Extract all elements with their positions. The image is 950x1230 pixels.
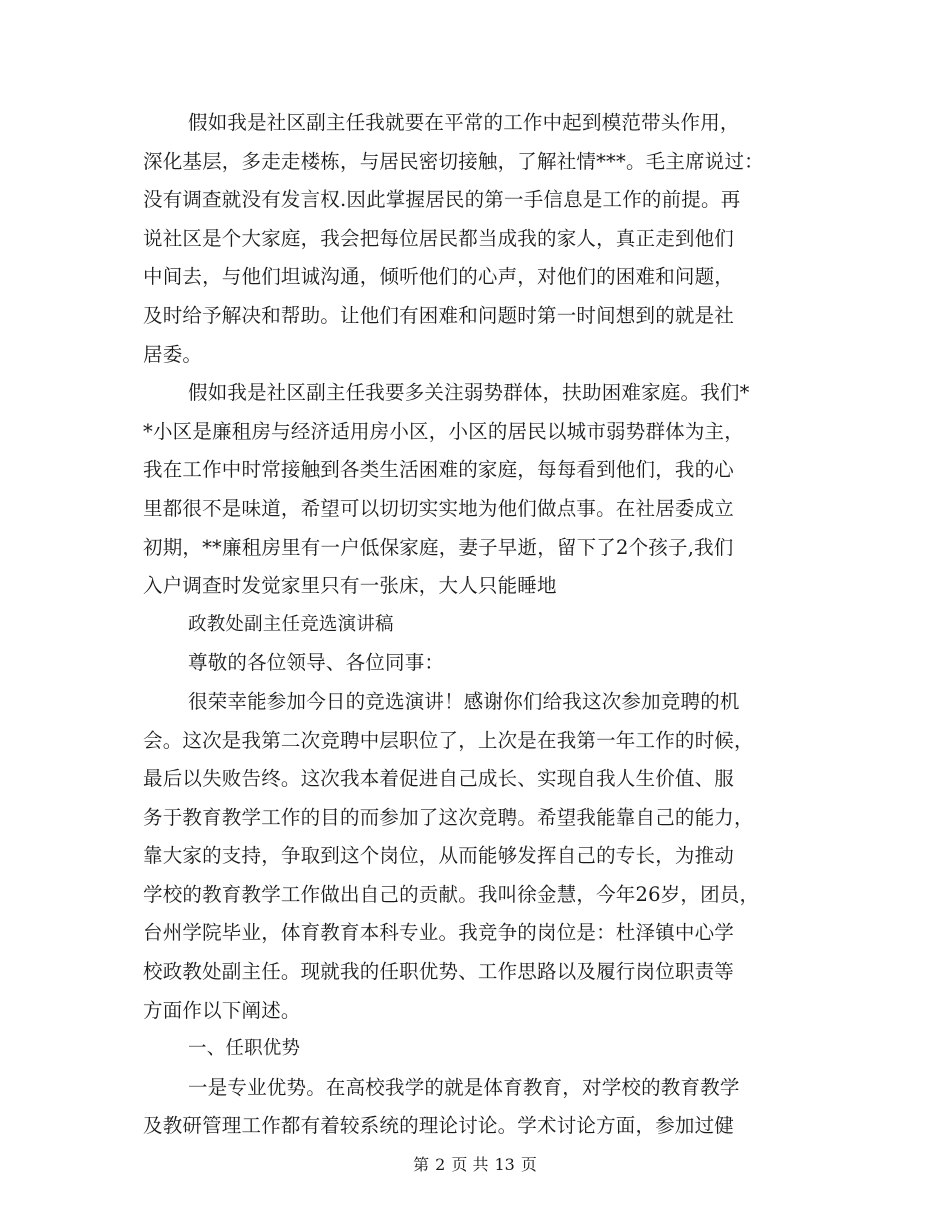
page-footer [0,1153,950,1177]
text-line: 学校的教育教学工作做出自己的贡献。我叫徐金慧，今年26岁，团员， [143,882,760,906]
text-line: 尊敬的各位领导、各位同事： [188,651,445,675]
text-line: 台州学院毕业，体育教育本科专业。我竞争的岗位是：杜泽镇中心学 [143,921,735,945]
text-line: 假如我是社区副主任我要多关注弱势群体，扶助困难家庭。我们* [188,381,750,405]
text-line: 入户调查时发觉家里只有一张床，大人只能睡地 [143,574,557,598]
text-line: 没有调查就没有发言权.因此掌握居民的第一手信息是工作的前提。再 [143,188,741,212]
text-line: 及时给予解决和帮助。让他们有困难和问题时第一时间想到的就是社 [143,303,735,327]
text-line: 说社区是个大家庭，我会把每位居民都当成我的家人，真正走到他们 [143,226,735,250]
text-line: 我在工作中时常接触到各类生活困难的家庭，每每看到他们，我的心 [143,458,735,482]
text-line: 一是专业优势。在高校我学的就是体育教育，对学校的教育教学 [188,1075,740,1099]
text-line: 很荣幸能参加今日的竞选演讲！感谢你们给我这次参加竞聘的机 [188,689,740,713]
text-line: 方面作以下阐述。 [143,998,301,1022]
footer-suffix: 页 [520,1155,537,1174]
text-line: 最后以失败告终。这次我本着促进自己成长、实现自我人生价值、服 [143,767,735,791]
text-line: 深化基层，多走走楼栋，与居民密切接触，了解社情***。毛主席说过： [143,149,764,173]
footer-prefix: 第 [413,1155,430,1174]
footer-total-pages: 13 [494,1155,515,1174]
document-body [143,104,813,1146]
text-line: 假如我是社区副主任我就要在平常的工作中起到模范带头作用， [188,111,740,134]
text-line: 初期，**廉租房里有一户低保家庭，妻子早逝，留下了2个孩子,我们 [143,535,734,559]
text-line: 务于教育教学工作的目的而参加了这次竞聘。希望我能靠自己的能力， [143,805,754,829]
text-line: 校政教处副主任。现就我的任职优势、工作思路以及履行岗位职责等 [143,960,735,984]
section-heading-line: 一、任职优势 [188,1038,301,1060]
text-line: *小区是廉租房与经济适用房小区，小区的居民以城市弱势群体为主， [143,419,744,443]
footer-middle: 页 共 [451,1155,489,1174]
footer-current-page: 2 [435,1155,446,1174]
text-line: 及教研管理工作都有着较系统的理论讨论。学术讨论方面，参加过健 [143,1114,735,1138]
text-line: 中间去，与他们坦诚沟通，倾听他们的心声，对他们的困难和问题， [143,265,735,289]
text-line: 居委。 [143,342,203,366]
text-line: 会。这次是我第二次竞聘中层职位了，上次是在我第一年工作的时候， [143,728,754,752]
text-line: 靠大家的支持，争取到这个岗位，从而能够发挥自己的专长，为推动 [143,844,735,868]
text-line: 里都很不是味道，希望可以切切实实地为他们做点事。在社居委成立 [143,496,735,520]
section-heading-line: 政教处副主任竞选演讲稿 [188,613,394,635]
